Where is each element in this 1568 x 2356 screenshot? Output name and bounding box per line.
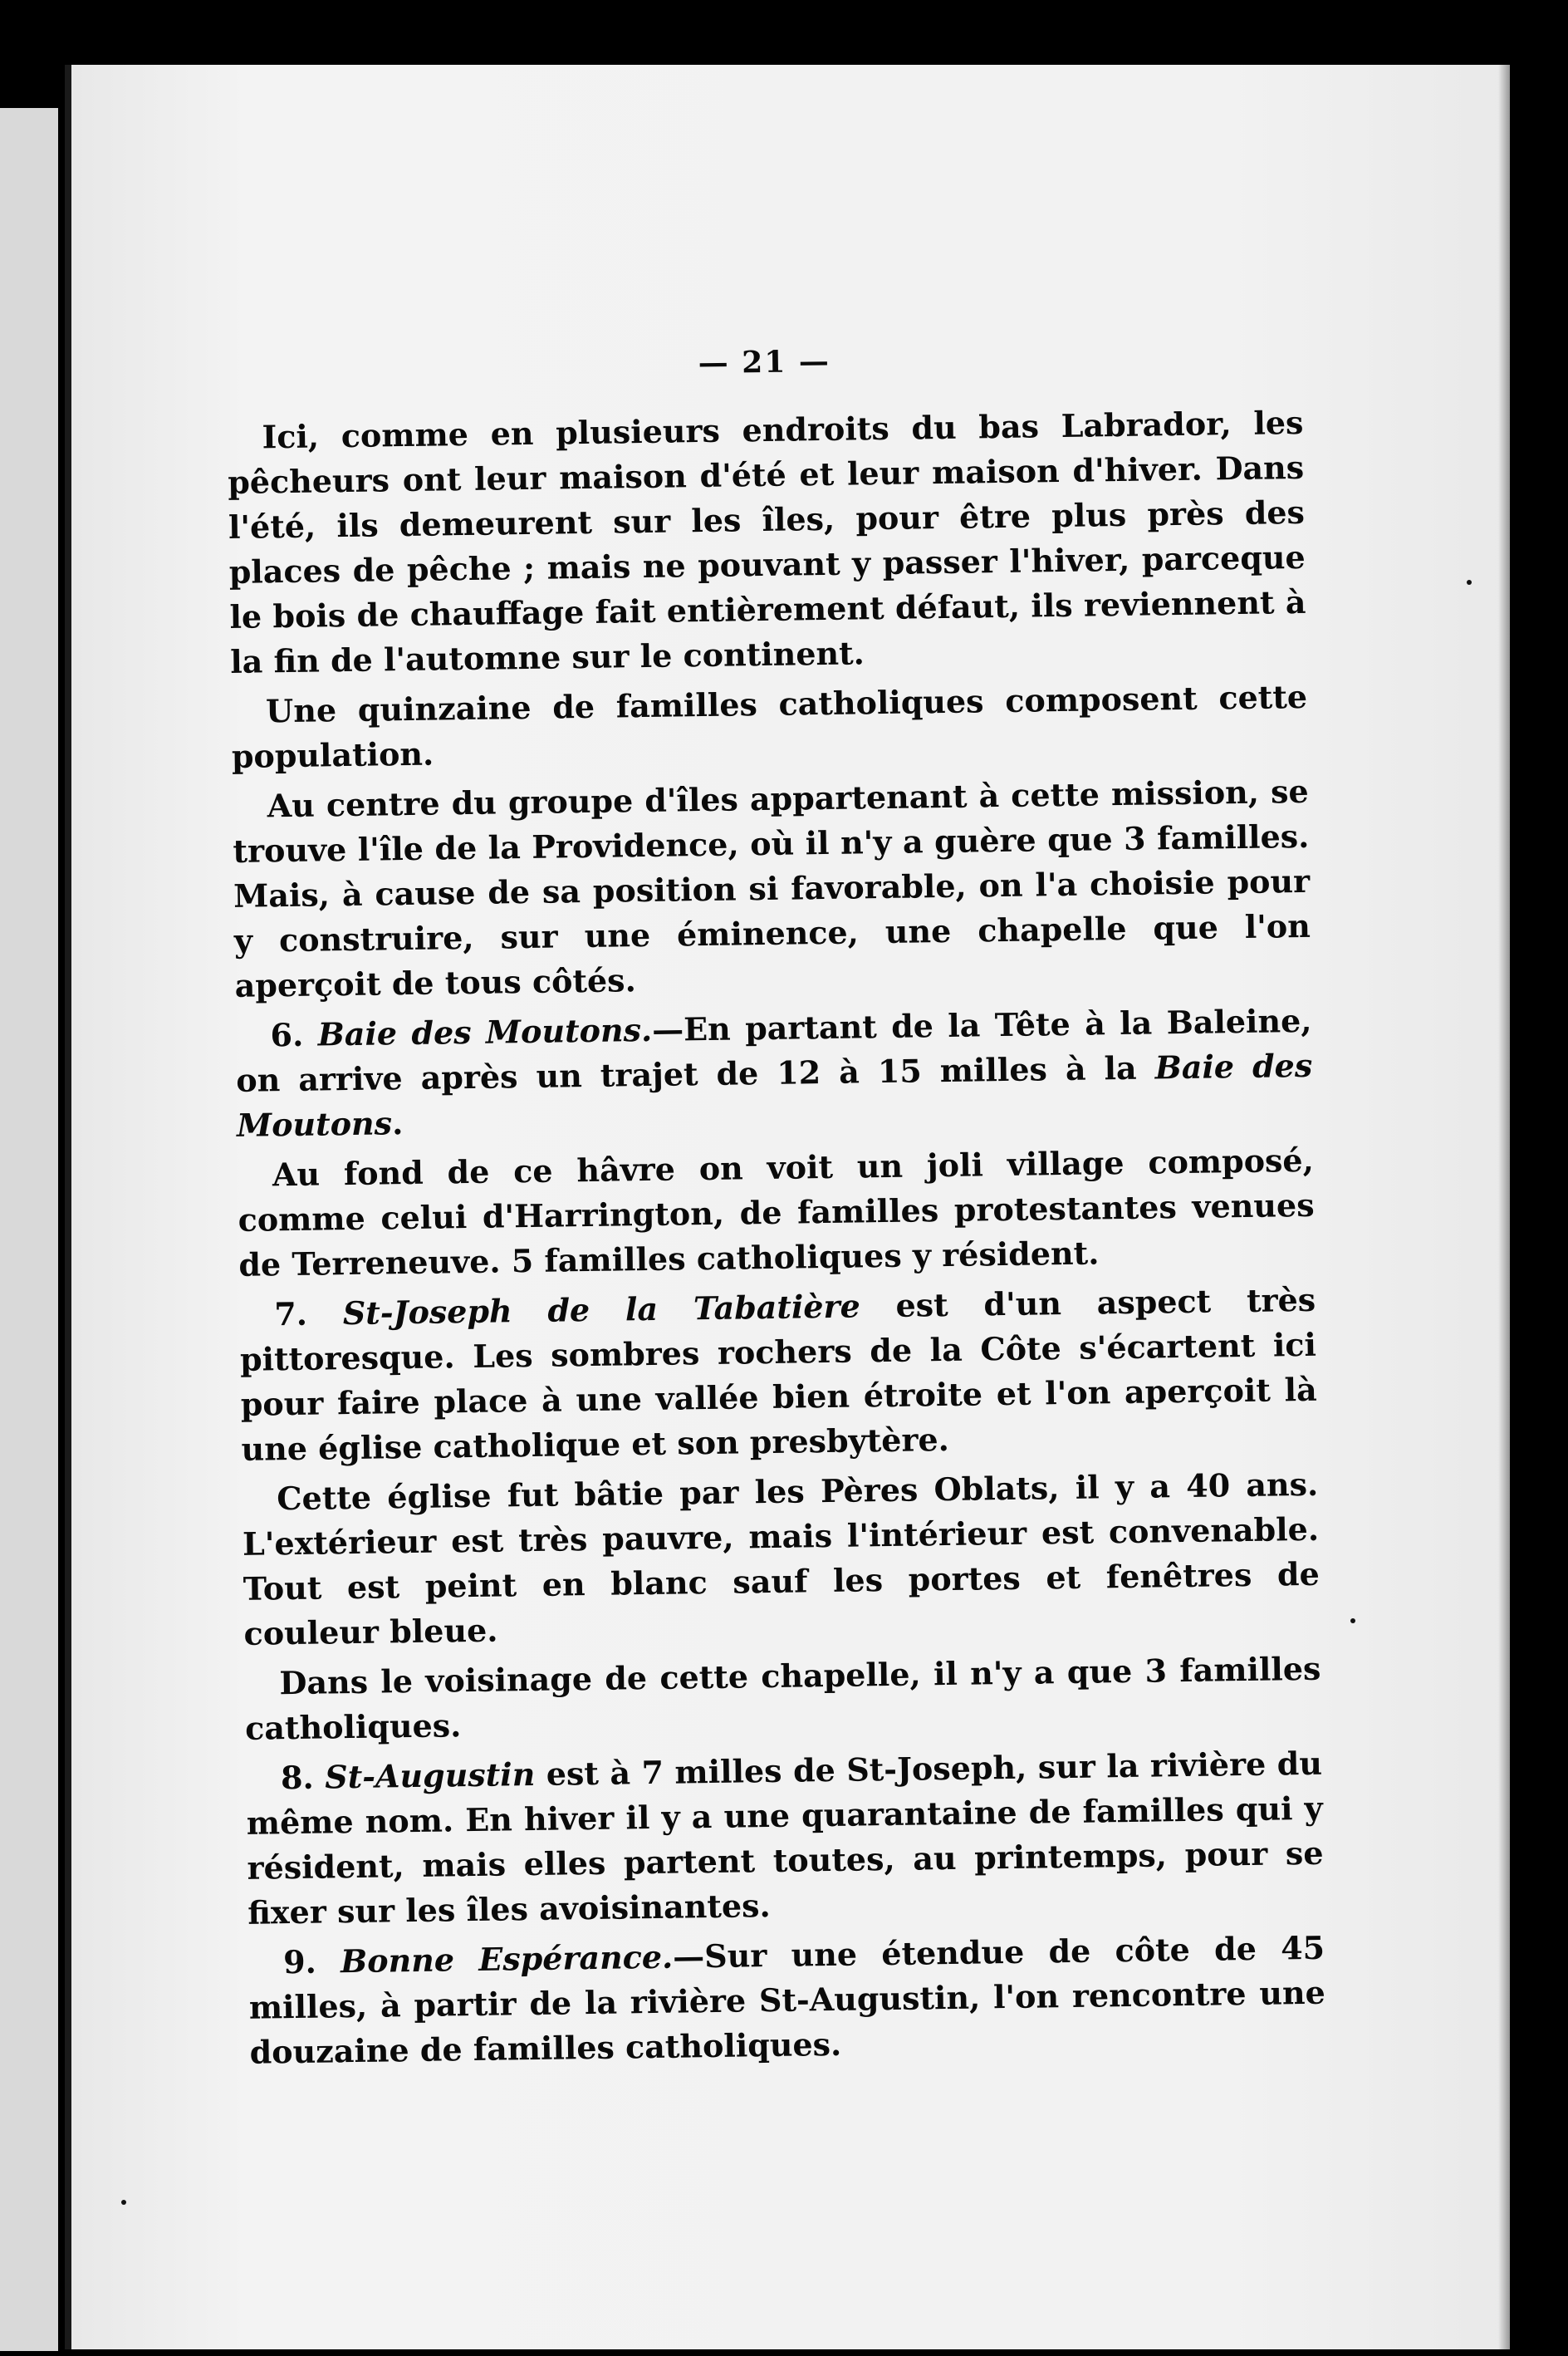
section-number: 8.: [280, 1758, 315, 1797]
section-title: St-Joseph de la Tabatière: [342, 1287, 861, 1333]
section-number: 7.: [273, 1294, 308, 1333]
page-sheet: [65, 65, 1510, 2349]
paragraph-5: Au fond de ce hâvre on voit un joli village composé, comme celui d'Harrington, de familles protestantes venues de Terreneuve. 5 familles catholiques y résident.: [238, 1141, 1315, 1284]
section-title: Baie des Moutons.: [317, 1010, 653, 1053]
paragraph-10: [248, 1926, 1326, 2075]
paragraph-7: Cette église fut bâtie par les Pères Oblats, il y a 40 ans. L'extérieur est très pauvre, mais l'intérieur est convenable. Tout est peint en blanc sauf les portes et fenêtres de couleur bleue.: [242, 1465, 1321, 1652]
section-text: —Sur une étendue de côte de 45 milles, à partir de la rivière St-Augustin, l'on rencontre une douzaine de familles catholiques.: [248, 1928, 1326, 2071]
section-text: —En partant de la Tête à la Baleine, on arrive après un trajet de 12 à 15 milles à la: [236, 1001, 1312, 1099]
paragraph-4: [235, 999, 1313, 1148]
paragraph-1: Ici, comme en plusieurs endroits du bas Labrador, les pêcheurs ont leur maison d'été et leur maison d'hiver. Dans l'été, ils demeurent sur les îles, pour être plus près des places de pêche ; mais ne pouvant y passer l'hiver, parceque le bois de chauffage fait entièrement défaut, ils reviennent à la fin de l'automne sur le continent.: [227, 403, 1306, 680]
section-title: Bonne Espérance.: [340, 1937, 674, 1981]
section-text: est d'un aspect très pittoresque. Les sombres rochers de la Côte s'écartent ici pour faire place à une vallée bien étroite et l'on aperçoit là une église catholique et son presbytère.: [239, 1280, 1317, 1468]
body-text: [226, 332, 1326, 2080]
paragraph-6: [239, 1278, 1318, 1472]
section-number: 9.: [282, 1942, 317, 1981]
scan-speck: [1350, 1618, 1355, 1623]
section-title: St-Augustin: [324, 1755, 536, 1796]
page-edge-shadow: [1498, 65, 1510, 2349]
paragraph-8: Dans le voisinage de cette chapelle, il n'y a que 3 familles catholiques.: [244, 1649, 1321, 1747]
section-tail-italic: Baie des Moutons: [236, 1046, 1313, 1144]
facing-page-edge: [0, 108, 58, 2351]
section-number: 6.: [270, 1015, 304, 1054]
scan-speck: [1467, 580, 1472, 585]
paragraph-3: Au centre du groupe d'îles appartenant à cette mission, se trouve l'île de la Providence, où il n'y a guère que 3 familles. Mais, à cause de sa position si favorable, on l'a choisie pour y construire, sur une éminence, une chapelle que l'on aperçoit de tous côtés.: [233, 772, 1311, 1004]
section-text: est à 7 milles de St-Joseph, sur la rivière du même nom. En hiver il y a une quarantaine de familles qui y résident, mais elles partent toutes, au printemps, pour se fixer sur les îles avoisinantes.: [246, 1744, 1324, 1931]
section-tail: .: [391, 1104, 404, 1142]
page-number: — 21 —: [698, 343, 831, 381]
scan-speck: [121, 2200, 126, 2205]
paragraph-9: [246, 1741, 1325, 1936]
paragraph-2: Une quinzaine de familles catholiques composent cette population.: [231, 677, 1308, 775]
